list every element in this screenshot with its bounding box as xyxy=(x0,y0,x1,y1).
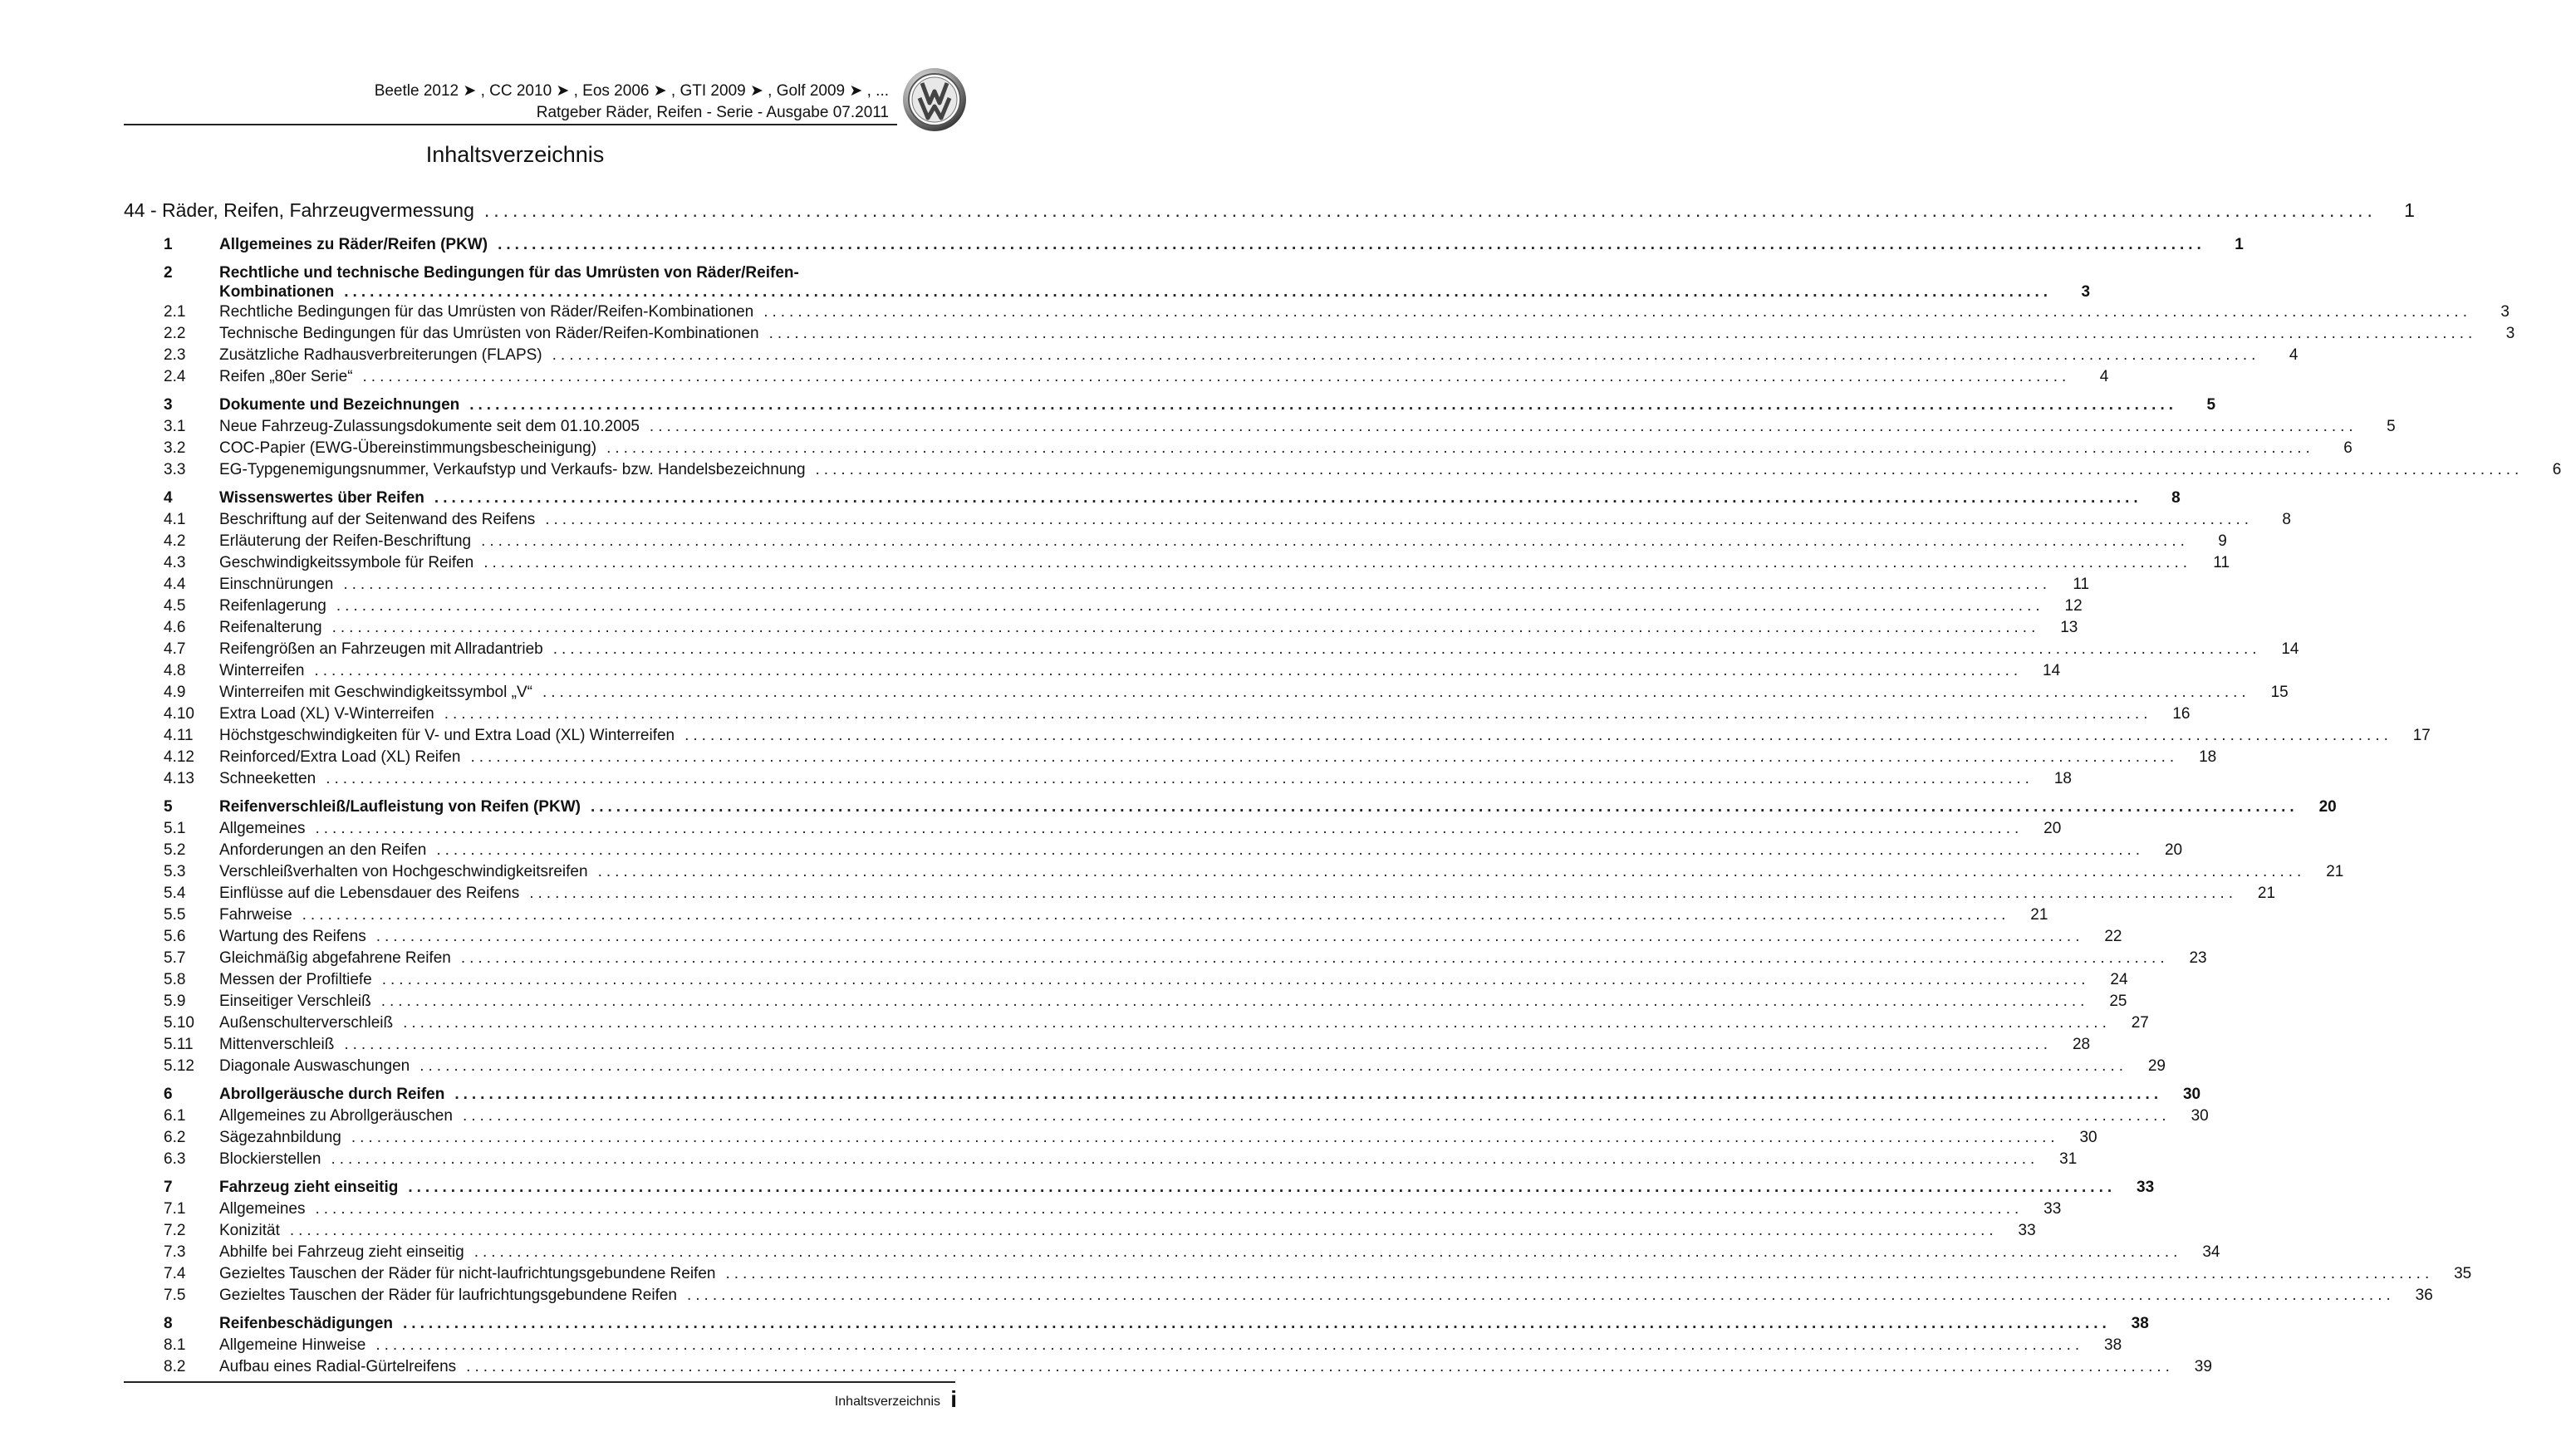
section-number: 6 xyxy=(164,1086,173,1103)
dot-leader: ........................................................................................................................................................................................................ xyxy=(483,554,2192,571)
subsection-page: 22 xyxy=(2104,928,2122,945)
toc-section-entry[interactable] xyxy=(124,396,2216,418)
section-page: 30 xyxy=(2182,1086,2201,1103)
toc-subsection-entry[interactable] xyxy=(124,1243,2220,1265)
table-of-contents xyxy=(124,199,2561,1380)
subsection-page: 6 xyxy=(2552,461,2561,478)
subsection-number: 5.8 xyxy=(164,971,186,988)
subsection-title: Diagonale Auswaschungen xyxy=(219,1057,410,1075)
subsection-title: Mittenverschleiß xyxy=(219,1036,335,1053)
subsection-title: COC-Papier (EWG-Übereinstimmungsbescheinigung) xyxy=(219,439,597,457)
subsection-title: Verschleißverhalten von Hochgeschwindigkeitsreifen xyxy=(219,863,588,880)
subsection-number: 3.3 xyxy=(164,461,186,478)
section-number: 3 xyxy=(164,396,173,414)
subsection-title: Außenschulterverschleiß xyxy=(219,1014,394,1032)
section-title: Reifenverschleiß/Laufleistung von Reifen (PKW) xyxy=(219,798,581,816)
section-title: Reifenbeschädigungen xyxy=(219,1315,394,1332)
subsection-number: 5.5 xyxy=(164,906,186,924)
page-header xyxy=(0,0,1030,133)
subsection-number: 5.2 xyxy=(164,841,186,859)
subsection-page: 11 xyxy=(2213,554,2230,571)
toc-subsection-entry[interactable] xyxy=(124,597,2083,619)
toc-subsection-entry[interactable] xyxy=(124,885,2276,906)
dot-leader: ........................................................................................................................................................................................................ xyxy=(552,640,2261,658)
header-subtitle: Ratgeber Räder, Reifen - Serie - Ausgabe 07.2011 xyxy=(536,104,889,121)
dot-leader: ........................................................................................................................................................................................................ xyxy=(434,489,2142,507)
dot-leader: ........................................................................................................................................................................................................ xyxy=(351,1129,2059,1146)
subsection-title: Allgemeines xyxy=(219,820,306,837)
dot-leader: ........................................................................................................................................................................................................ xyxy=(315,820,2024,837)
subsection-page: 18 xyxy=(2053,770,2072,787)
subsection-page: 8 xyxy=(2282,511,2291,528)
dot-leader: ........................................................................................................................................................................................................ xyxy=(408,1179,2117,1196)
subsection-title: Reifenlagerung xyxy=(219,597,326,615)
subsection-page: 30 xyxy=(2191,1107,2209,1125)
dot-leader: ........................................................................................................................................................................................................ xyxy=(289,1222,1998,1239)
dot-leader: ........................................................................................................................................................................................................ xyxy=(419,1057,2127,1075)
dot-leader: ........................................................................................................................................................................................................ xyxy=(606,439,2314,457)
dot-leader: ........................................................................................................................................................................................................ xyxy=(380,993,2089,1010)
subsection-page: 20 xyxy=(2164,841,2183,859)
toc-subsection-entry[interactable] xyxy=(124,1287,2433,1308)
section-number: 5 xyxy=(164,798,173,816)
toc-subsection-entry[interactable] xyxy=(124,820,2062,841)
subsection-number: 4.6 xyxy=(164,619,186,636)
subsection-number: 7.1 xyxy=(164,1200,186,1218)
subsection-number: 5.3 xyxy=(164,863,186,880)
toc-subsection-entry[interactable] xyxy=(124,863,2344,885)
toc-subsection-entry[interactable] xyxy=(124,949,2207,971)
chapter-title: 44 - Räder, Reifen, Fahrzeugvermessung xyxy=(124,199,474,221)
dot-leader: ........................................................................................................................................................................................................ xyxy=(725,1265,2434,1282)
dot-leader: ........................................................................................................................................................................................................ xyxy=(403,1014,2111,1032)
subsection-number: 2.1 xyxy=(164,303,186,321)
dot-leader: ........................................................................................................................................................................................................ xyxy=(336,597,2044,615)
dot-leader: ........................................................................................................................................................................................................ xyxy=(315,1200,2024,1218)
section-page: 1 xyxy=(2235,236,2244,253)
section-page: 38 xyxy=(2131,1315,2149,1332)
section-title: Allgemeines zu Räder/Reifen (PKW) xyxy=(219,236,488,253)
toc-subsection-entry[interactable] xyxy=(124,770,2072,792)
subsection-page: 34 xyxy=(2202,1243,2220,1261)
dot-leader: ........................................................................................................................................................................................................ xyxy=(381,971,2090,988)
subsection-number: 4.5 xyxy=(164,597,186,615)
subsection-page: 33 xyxy=(2043,1200,2062,1218)
toc-subsection-entry[interactable] xyxy=(124,993,2127,1014)
subsection-page: 23 xyxy=(2189,949,2207,967)
dot-leader: ........................................................................................................................................................................................................ xyxy=(331,619,2040,636)
subsection-title: Technische Bedingungen für das Umrüsten von Räder/Reifen-Kombinationen xyxy=(219,325,759,342)
footer-page-number: i xyxy=(950,1386,957,1412)
subsection-title: Zusätzliche Radhausverbreiterungen (FLAPS) xyxy=(219,346,542,364)
section-page: 20 xyxy=(2318,798,2337,816)
toc-subsection-entry[interactable] xyxy=(124,662,2061,684)
toc-subsection-entry[interactable] xyxy=(124,1150,2078,1172)
section-page: 33 xyxy=(2137,1179,2155,1196)
toc-subsection-entry[interactable] xyxy=(124,511,2291,532)
subsection-number: 4.4 xyxy=(164,576,186,593)
subsection-title: Neue Fahrzeug-Zulassungsdokumente seit dem 01.10.2005 xyxy=(219,418,640,435)
section-page: 8 xyxy=(2171,489,2181,507)
subsection-title: Erläuterung der Reifen-Beschriftung xyxy=(219,532,472,550)
dot-leader: ........................................................................................................................................................................................................ xyxy=(649,418,2357,435)
section-title: Fahrzeug zieht einseitig xyxy=(219,1179,399,1196)
subsection-page: 14 xyxy=(2281,640,2299,658)
toc-subsection-entry[interactable] xyxy=(124,576,2090,597)
dot-leader: ........................................................................................................................................................................................................ xyxy=(590,798,2299,816)
subsection-title: Sägezahnbildung xyxy=(219,1129,341,1146)
toc-section-row xyxy=(124,283,2091,303)
subsection-number: 5.6 xyxy=(164,928,186,945)
dot-leader: ........................................................................................................................................................................................................ xyxy=(542,684,2250,701)
subsection-title: Einflüsse auf die Lebensdauer des Reifens xyxy=(219,885,520,902)
toc-subsection-entry[interactable] xyxy=(124,1129,2097,1150)
subsection-title: Reifenalterung xyxy=(219,619,322,636)
toc-subsection-entry[interactable] xyxy=(124,439,2352,461)
toc-subsection-entry[interactable] xyxy=(124,532,2227,554)
toc-subsection-entry[interactable] xyxy=(124,971,2128,993)
subsection-number: 4.12 xyxy=(164,748,194,766)
subsection-title: Allgemeines zu Abrollgeräuschen xyxy=(219,1107,453,1125)
subsection-number: 4.11 xyxy=(164,727,194,744)
subsection-page: 29 xyxy=(2147,1057,2166,1075)
dot-leader: ........................................................................................................................................................................................................ xyxy=(375,928,2084,945)
dot-leader: ........................................................................................................................................................................................................ xyxy=(460,949,2169,967)
dot-leader: ........................................................................................................................................................................................................ xyxy=(462,1107,2171,1125)
subsection-number: 4.8 xyxy=(164,662,186,679)
toc-subsection-entry[interactable] xyxy=(124,684,2289,705)
subsection-page: 4 xyxy=(2099,368,2109,385)
subsection-title: Reinforced/Extra Load (XL) Reifen xyxy=(219,748,461,766)
toc-subsection-entry[interactable] xyxy=(124,928,2122,949)
subsection-number: 5.1 xyxy=(164,820,186,837)
toc-chapter-entry[interactable] xyxy=(124,199,2415,229)
subsection-page: 13 xyxy=(2060,619,2078,636)
subsection-page: 21 xyxy=(2326,863,2344,880)
subsection-number: 7.3 xyxy=(164,1243,186,1261)
header-rule xyxy=(124,124,897,125)
subsection-number: 2.2 xyxy=(164,325,186,342)
subsection-page: 17 xyxy=(2412,727,2431,744)
page-title: Inhaltsverzeichnis xyxy=(425,142,605,167)
subsection-page: 24 xyxy=(2110,971,2128,988)
dot-leader: ........................................................................................................................................................................................................ xyxy=(302,906,2010,924)
subsection-title: Messen der Profiltiefe xyxy=(219,971,372,988)
subsection-title: Gleichmäßig abgefahrene Reifen xyxy=(219,949,451,967)
subsection-number: 5.10 xyxy=(164,1014,194,1032)
subsection-number: 4.2 xyxy=(164,532,186,550)
subsection-number: 5.9 xyxy=(164,993,186,1010)
subsection-title: Beschriftung auf der Seitenwand des Reifens xyxy=(219,511,536,528)
dot-leader: ........................................................................................................................................................................................................ xyxy=(362,368,2071,385)
toc-section-entry[interactable] xyxy=(124,1315,2149,1336)
toc-subsection-entry[interactable] xyxy=(124,1014,2149,1036)
subsection-title: Blockierstellen xyxy=(219,1150,321,1168)
toc-section-entry[interactable] xyxy=(124,264,2091,303)
subsection-number: 3.2 xyxy=(164,439,186,457)
subsection-title: Reifengrößen an Fahrzeugen mit Allradantrieb xyxy=(219,640,543,658)
subsection-page: 15 xyxy=(2270,684,2289,701)
dot-leader: ........................................................................................................................................................................................................ xyxy=(529,885,2238,902)
subsection-number: 6.1 xyxy=(164,1107,186,1125)
subsection-title: Höchstgeschwindigkeiten für V- und Extra Load (XL) Winterreifen xyxy=(219,727,675,744)
subsection-title: Abhilfe bei Fahrzeug zieht einseitig xyxy=(219,1243,464,1261)
toc-subsection-entry[interactable] xyxy=(124,1222,2036,1243)
subsection-number: 5.12 xyxy=(164,1057,194,1075)
subsection-page: 9 xyxy=(2218,532,2227,550)
subsection-title: Rechtliche Bedingungen für das Umrüsten von Räder/Reifen-Kombinationen xyxy=(219,303,754,321)
dot-leader: ........................................................................................................................................................................................................ xyxy=(545,511,2253,528)
subsection-title: Extra Load (XL) V-Winterreifen xyxy=(219,705,434,723)
dot-leader: ........................................................................................................................................................................................................ xyxy=(470,748,2179,766)
subsection-number: 8.1 xyxy=(164,1336,186,1354)
dot-leader: ........................................................................................................................................................................................................ xyxy=(815,461,2524,478)
dot-leader: ........................................................................................................................................................................................................ xyxy=(454,1086,2163,1103)
toc-subsection-entry[interactable] xyxy=(124,727,2431,748)
dot-leader: ........................................................................................................................................................................................................ xyxy=(326,770,2034,787)
subsection-page: 11 xyxy=(2073,576,2090,593)
subsection-number: 2.3 xyxy=(164,346,186,364)
dot-leader: ........................................................................................................................................................................................................ xyxy=(403,1315,2111,1332)
header-models: Beetle 2012 ➤ , CC 2010 ➤ , Eos 2006 ➤ , GTI 2009 ➤ , Golf 2009 ➤ , ... xyxy=(374,82,889,100)
dot-leader: ........................................................................................................................................................................................................ xyxy=(466,1358,2174,1375)
subsection-number: 6.3 xyxy=(164,1150,186,1168)
toc-subsection-entry[interactable] xyxy=(124,906,2048,928)
subsection-title: Reifen „80er Serie“ xyxy=(219,368,353,385)
subsection-title: Konizität xyxy=(219,1222,280,1239)
toc-subsection-entry[interactable] xyxy=(124,461,2561,483)
toc-subsection-entry[interactable] xyxy=(124,346,2299,368)
toc-subsection-entry[interactable] xyxy=(124,303,2509,325)
dot-leader: ........................................................................................................................................................................................................ xyxy=(444,705,2152,723)
subsection-number: 5.4 xyxy=(164,885,186,902)
toc-section-entry[interactable] xyxy=(124,489,2181,511)
subsection-page: 36 xyxy=(2415,1287,2433,1304)
toc-section-entry[interactable] xyxy=(124,236,2244,257)
subsection-page: 14 xyxy=(2043,662,2061,679)
dot-leader: ........................................................................................................................................................................................................ xyxy=(331,1150,2039,1168)
dot-leader: ........................................................................................................................................................................................................ xyxy=(473,1243,2182,1261)
subsection-page: 39 xyxy=(2194,1358,2212,1375)
dot-leader: ........................................................................................................................................................................................................ xyxy=(687,1287,2395,1304)
dot-leader: ........................................................................................................................................................................................................ xyxy=(469,396,2178,414)
dot-leader: ........................................................................................................................................................................................................ xyxy=(498,236,2205,253)
toc-section-entry[interactable] xyxy=(124,1179,2155,1200)
toc-subsection-entry[interactable] xyxy=(124,1265,2472,1287)
subsection-page: 33 xyxy=(2018,1222,2036,1239)
footer-label: Inhaltsverzeichnis xyxy=(834,1395,940,1409)
subsection-number: 2.4 xyxy=(164,368,186,385)
subsection-page: 12 xyxy=(2064,597,2083,615)
subsection-title: Winterreifen xyxy=(219,662,305,679)
toc-subsection-entry[interactable] xyxy=(124,1107,2209,1129)
section-title: Abrollgeräusche durch Reifen xyxy=(219,1086,445,1103)
subsection-page: 4 xyxy=(2289,346,2299,364)
toc-subsection-entry[interactable] xyxy=(124,1036,2091,1057)
subsection-number: 6.2 xyxy=(164,1129,186,1146)
toc-subsection-entry[interactable] xyxy=(124,1358,2212,1380)
section-number: 2 xyxy=(164,264,173,282)
subsection-number: 4.10 xyxy=(164,705,194,723)
subsection-title: Aufbau eines Radial-Gürtelreifens xyxy=(219,1358,457,1375)
section-title: Dokumente und Bezeichnungen xyxy=(219,396,460,414)
subsection-number: 4.7 xyxy=(164,640,186,658)
subsection-page: 21 xyxy=(2257,885,2276,902)
subsection-number: 4.9 xyxy=(164,684,186,701)
subsection-title: EG-Typgenemigungsnummer, Verkaufstyp und Verkaufs- bzw. Handelsbezeichnung xyxy=(219,461,806,478)
chapter-page: 1 xyxy=(2404,199,2415,221)
vw-logo-icon xyxy=(901,66,968,133)
subsection-title: Anforderungen an den Reifen xyxy=(219,841,427,859)
dot-leader: ........................................................................................................................................................................................................ xyxy=(344,283,2053,301)
subsection-title: Einseitiger Verschleiß xyxy=(219,993,371,1010)
toc-section-entry[interactable] xyxy=(124,798,2337,820)
toc-subsection-entry[interactable] xyxy=(124,368,2109,390)
subsection-page: 5 xyxy=(2387,418,2396,435)
subsection-title: Allgemeine Hinweise xyxy=(219,1336,366,1354)
subsection-page: 27 xyxy=(2131,1014,2149,1032)
footer-rule xyxy=(124,1381,955,1383)
subsection-title: Winterreifen mit Geschwindigkeitssymbol „V“ xyxy=(219,684,532,701)
dot-leader: ........................................................................................................................................................................................................ xyxy=(763,303,2471,321)
subsection-number: 5.11 xyxy=(164,1036,194,1053)
toc-subsection-entry[interactable] xyxy=(124,1057,2166,1079)
subsection-page: 6 xyxy=(2343,439,2352,457)
subsection-number: 4.1 xyxy=(164,511,186,528)
subsection-page: 3 xyxy=(2500,303,2509,321)
subsection-number: 7.2 xyxy=(164,1222,186,1239)
section-title-continued: Kombinationen xyxy=(219,283,335,301)
toc-subsection-entry[interactable] xyxy=(124,841,2183,863)
subsection-number: 3.1 xyxy=(164,418,186,435)
dot-leader: ........................................................................................................................................................................................................ xyxy=(343,576,2052,593)
toc-section-entry[interactable] xyxy=(124,1086,2201,1107)
subsection-page: 16 xyxy=(2172,705,2191,723)
section-number: 4 xyxy=(164,489,173,507)
section-number: 8 xyxy=(164,1315,173,1332)
subsection-page: 25 xyxy=(2109,993,2127,1010)
subsection-title: Gezieltes Tauschen der Räder für nicht-laufrichtungsgebundene Reifen xyxy=(219,1265,716,1282)
subsection-title: Gezieltes Tauschen der Räder für laufrichtungsgebundene Reifen xyxy=(219,1287,677,1304)
toc-section-row xyxy=(124,264,955,283)
toc-subsection-entry[interactable] xyxy=(124,1200,2062,1222)
subsection-number: 4.3 xyxy=(164,554,186,571)
toc-subsection-entry[interactable] xyxy=(124,1336,2122,1358)
subsection-page: 20 xyxy=(2043,820,2062,837)
subsection-page: 3 xyxy=(2505,325,2515,342)
subsection-number: 7.5 xyxy=(164,1287,186,1304)
subsection-page: 18 xyxy=(2199,748,2217,766)
dot-leader: ........................................................................................................................................................................................................ xyxy=(375,1336,2084,1354)
section-title: Rechtliche und technische Bedingungen für das Umrüsten von Räder/Reifen- xyxy=(219,264,799,282)
toc-subsection-entry[interactable] xyxy=(124,619,2078,640)
subsection-number: 8.2 xyxy=(164,1358,186,1375)
subsection-title: Schneeketten xyxy=(219,770,316,787)
dot-leader: ........................................................................................................................................................................................................ xyxy=(481,532,2189,550)
section-title: Wissenswertes über Reifen xyxy=(219,489,424,507)
subsection-page: 38 xyxy=(2104,1336,2122,1354)
subsection-title: Wartung des Reifens xyxy=(219,928,366,945)
subsection-page: 21 xyxy=(2030,906,2048,924)
dot-leader: ........................................................................................................................................................................................................ xyxy=(597,863,2306,880)
subsection-page: 28 xyxy=(2072,1036,2091,1053)
toc-subsection-entry[interactable] xyxy=(124,748,2217,770)
dot-leader: ........................................................................................................................................................................................................ xyxy=(684,727,2392,744)
dot-leader: ........................................................................................................................................................................................................ xyxy=(344,1036,2053,1053)
dot-leader: ........................................................................................................................................................................................................ xyxy=(552,346,2260,364)
subsection-title: Einschnürungen xyxy=(219,576,334,593)
subsection-page: 30 xyxy=(2079,1129,2097,1146)
subsection-page: 35 xyxy=(2454,1265,2472,1282)
dot-leader: ........................................................................................................................................................................................................ xyxy=(483,199,2377,221)
toc-subsection-entry[interactable] xyxy=(124,325,2515,346)
dot-leader: ........................................................................................................................................................................................................ xyxy=(768,325,2477,342)
toc-subsection-entry[interactable] xyxy=(124,705,2191,727)
subsection-number: 4.13 xyxy=(164,770,194,787)
toc-subsection-entry[interactable] xyxy=(124,554,2230,576)
subsection-title: Allgemeines xyxy=(219,1200,306,1218)
dot-leader: ........................................................................................................................................................................................................ xyxy=(314,662,2023,679)
toc-subsection-entry[interactable] xyxy=(124,640,2299,662)
section-page: 3 xyxy=(2081,283,2091,301)
section-number: 7 xyxy=(164,1179,173,1196)
toc-subsection-entry[interactable] xyxy=(124,418,2396,439)
subsection-title: Fahrweise xyxy=(219,906,292,924)
section-page: 5 xyxy=(2206,396,2216,414)
subsection-title: Geschwindigkeitssymbole für Reifen xyxy=(219,554,474,571)
subsection-page: 31 xyxy=(2059,1150,2078,1168)
dot-leader: ........................................................................................................................................................................................................ xyxy=(436,841,2145,859)
section-number: 1 xyxy=(164,236,173,253)
subsection-number: 5.7 xyxy=(164,949,186,967)
subsection-number: 7.4 xyxy=(164,1265,186,1282)
